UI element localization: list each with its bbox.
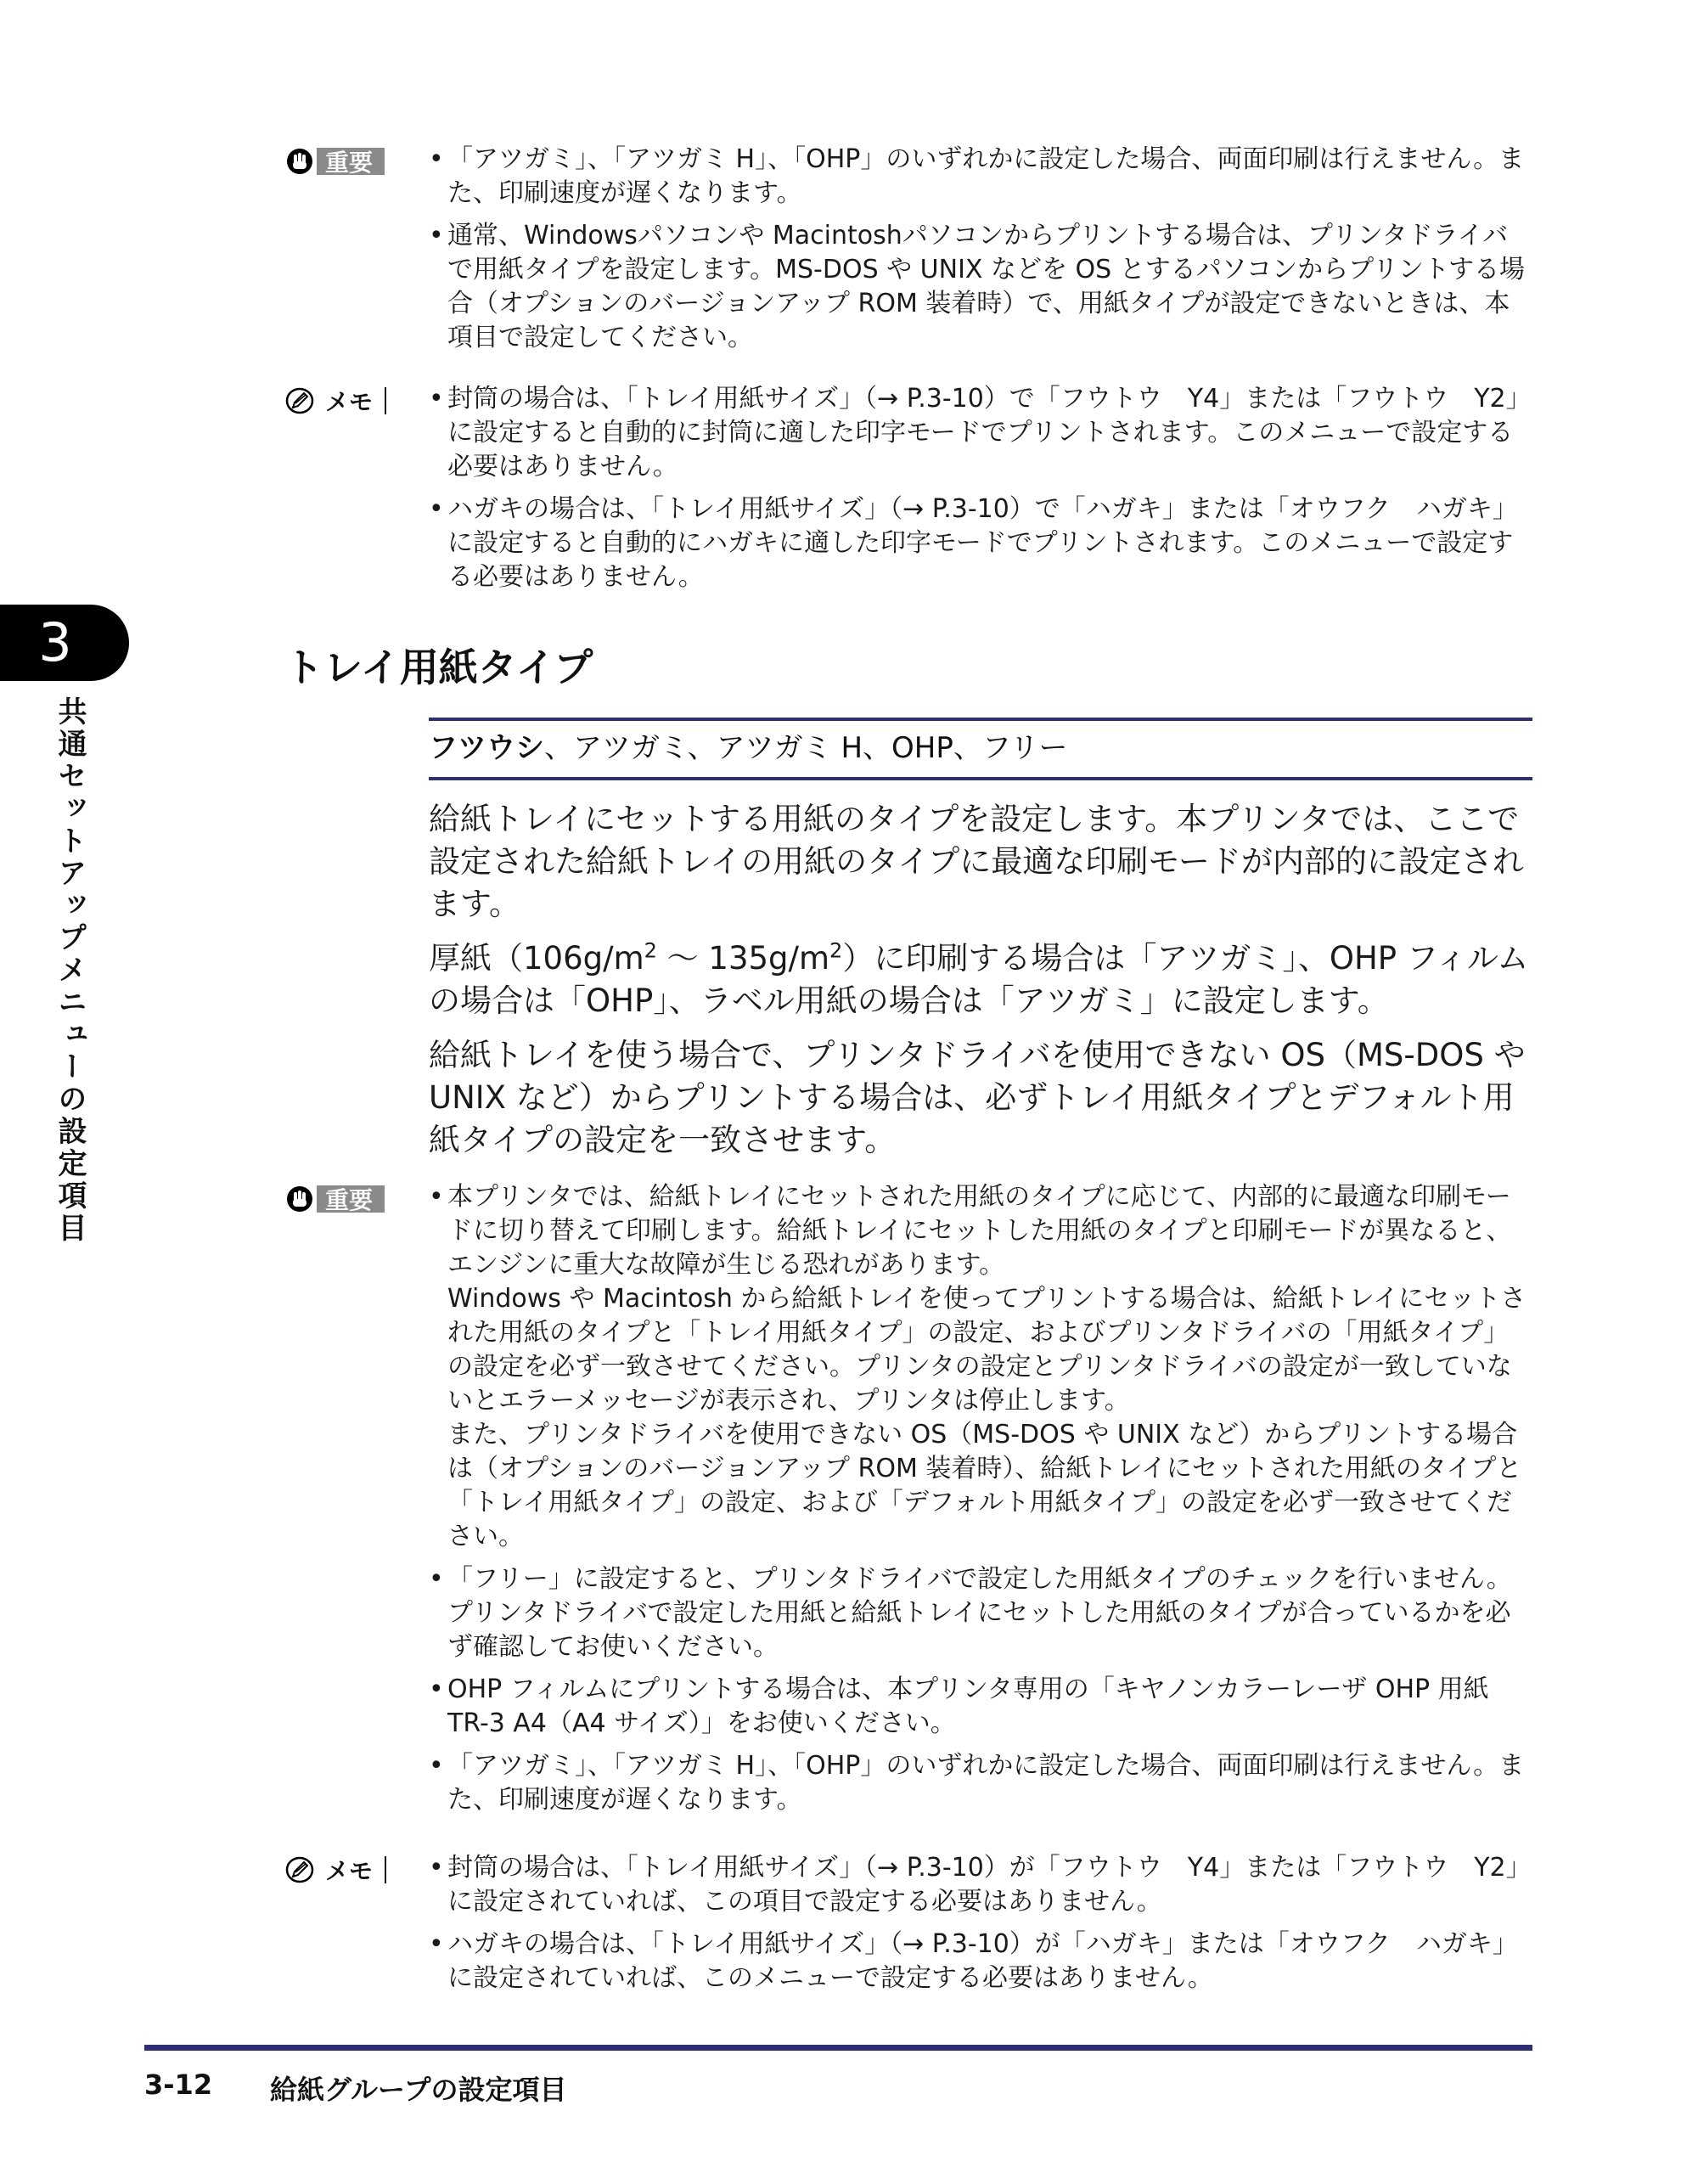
- paragraph: 給紙トレイを使う場合で、プリンタドライバを使用できない OS（MS-DOS や UNIX など）からプリントする場合は、必ずトレイ用紙タイプとデフォルト用紙タイプの設定を一致させます。: [429, 1037, 1526, 1158]
- footer-rule: [144, 2045, 1532, 2051]
- paragraph: 給紙トレイにセットする用紙のタイプを設定します。本プリンタでは、ここで設定された給紙トレイの用紙のタイプに最適な印刷モードが内部的に設定されます。: [429, 801, 1524, 922]
- chapter-number: 3: [38, 611, 72, 673]
- pencil-icon: [284, 1855, 315, 1885]
- list-item: • ハガキの場合は、「トレイ用紙サイズ」（→ P.3-10）が「ハガキ」または「オウフク ハガキ」に設定されていれば、このメニューで設定する必要はありません。: [429, 1928, 1532, 1995]
- default-value: フツウシ: [429, 731, 544, 765]
- section-title: トレイ用紙タイプ: [284, 645, 593, 690]
- memo-notice-top: [284, 382, 1532, 603]
- memo-label: メモ: [317, 387, 386, 414]
- setting-values-box: [429, 718, 1532, 780]
- list-item: • 本プリンタでは、給紙トレイにセットされた用紙のタイプに応じて、内部的に最適な印刷モードに切り替えて印刷します。給紙トレイにセットした用紙のタイプと印刷モードが異なると、エンジンに重大な故障が生じる恐れがあります。 Windows や Macintosh から給紙トレイを使ってプリントする場合は、給紙トレイにセットされた用紙のタイプと「トレイ用紙タイプ」の設定、およびプリンタドライバの「用紙タイプ」の設定を必ず一致させてください。プリンタの設定とプリンタドライバの設定が一致していないとエラーメッセージが表示され、プリンタは停止します。 また、プリンタドライバを使用できない OS（MS-DOS や UNIX など）からプリントする場合は（オプションのバージョンアップ ROM 装着時）、給紙トレイにセットされた用紙のタイプと「トレイ用紙タイプ」の設定、および「デフォルト用紙タイプ」の設定を必ず一致させてください。: [429, 1180, 1532, 1554]
- list-item: • 「アツガミ」、「アツガミ H」、「OHP」のいずれかに設定した場合、両面印刷は行えません。また、印刷速度が遅くなります。: [429, 143, 1532, 211]
- list-item: • 通常、Windowsパソコンや Macintoshパソコンからプリントする場合は、プリンタドライバで用紙タイプを設定します。MS-DOS や UNIX などを OS とするパソコンからプリントする場合（オプションのバージョンアップ ROM 装着時）で、用紙タイプが設定できないときは、本項目で設定してください。: [429, 219, 1532, 355]
- hand-stop-icon: [284, 146, 315, 177]
- chapter-side-label: 共通セットアップメニューの設定項目: [53, 696, 87, 1245]
- memo-label: メモ: [317, 1856, 386, 1883]
- list-item: • 封筒の場合は、「トレイ用紙サイズ」（→ P.3-10）で「フウトウ Y4」または「フウトウ Y2」に設定すると自動的に封筒に適した印字モードでプリントされます。このメニューで設定する必要はありません。: [429, 382, 1532, 484]
- list-item: • ハガキの場合は、「トレイ用紙サイズ」（→ P.3-10）で「ハガキ」または「オウフク ハガキ」に設定すると自動的にハガキに適した印字モードでプリントされます。このメニューで設定する必要はありません。: [429, 493, 1532, 594]
- footer-title: 給紙グループの設定項目: [270, 2074, 567, 2106]
- important-badge: [284, 146, 402, 177]
- memo-notice-bottom: [284, 1851, 1532, 2004]
- list-item: • OHP フィルムにプリントする場合は、本プリンタ専用の「キヤノンカラーレーザ OHP 用紙 TR-3 A4（A4 サイズ）」をお使いください。: [429, 1673, 1532, 1741]
- hand-stop-icon: [284, 1184, 315, 1214]
- memo-badge: [284, 386, 402, 416]
- important-label: 重要: [317, 1185, 385, 1213]
- paragraph: 厚紙（$106g/m^2$ ～ $135g/m^2$）に印刷する場合は「アツガミ」、OHP フィルムの場合は「OHP」、ラベル用紙の場合は「アツガミ」に設定します。: [429, 938, 1529, 1019]
- section-body: [429, 798, 1532, 1174]
- list-item: • 「フリー」に設定すると、プリンタドライバで設定した用紙タイプのチェックを行いません。プリンタドライバで設定した用紙と給紙トレイにセットした用紙のタイプが合っているかを必ず確認してお使いください。: [429, 1562, 1532, 1664]
- other-values: 、アツガミ、アツガミ H、OHP、フリー: [544, 731, 1068, 765]
- important-badge: [284, 1184, 402, 1214]
- list-item: • 封筒の場合は、「トレイ用紙サイズ」（→ P.3-10）が「フウトウ Y4」または「フウトウ Y2」に設定されていれば、この項目で設定する必要はありません。: [429, 1851, 1532, 1919]
- memo-badge: [284, 1855, 402, 1885]
- setting-values: [429, 729, 1067, 767]
- important-label: 重要: [317, 148, 385, 175]
- page-number: 3-12: [144, 2069, 213, 2101]
- important-notice-bottom: [284, 1180, 1532, 1826]
- pencil-icon: [284, 386, 315, 416]
- important-notice-top: [284, 143, 1532, 363]
- list-item: • 「アツガミ」、「アツガミ H」、「OHP」のいずれかに設定した場合、両面印刷は行えません。また、印刷速度が遅くなります。: [429, 1749, 1532, 1817]
